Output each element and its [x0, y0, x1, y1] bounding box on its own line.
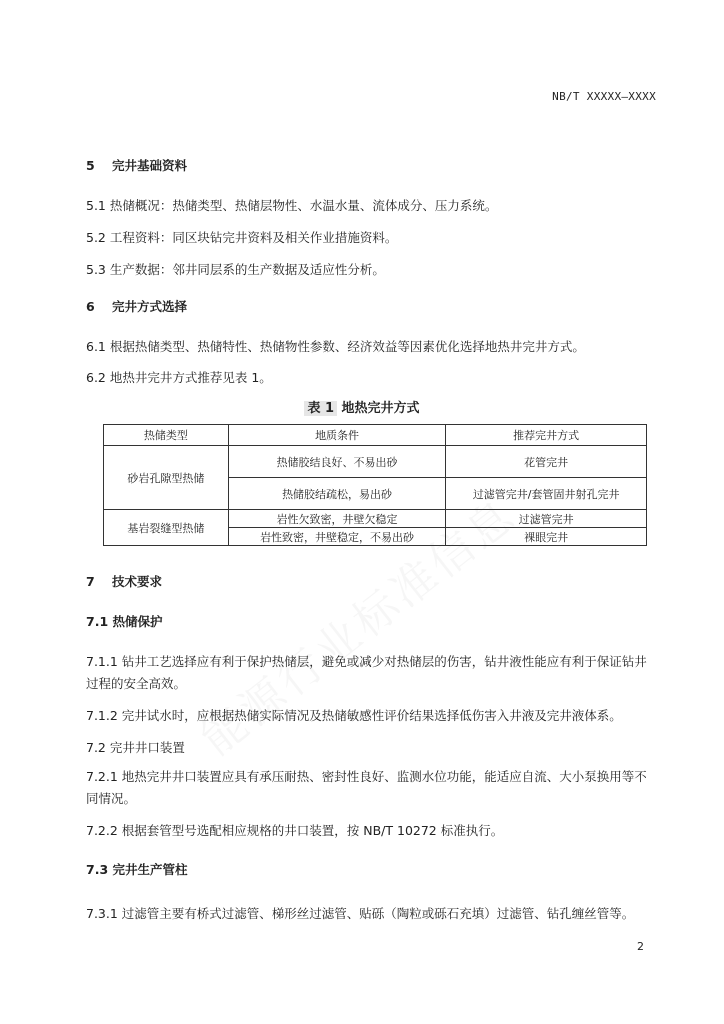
paragraph-7-2-1: 7.2.1 地热完井井口装置应具有承压耐热、密封性良好、监测水位功能，能适应自流、大小泵换用等不同情况。	[86, 769, 647, 806]
method-cell: 裸眼完井	[446, 528, 647, 546]
section-7-number: 7	[86, 574, 95, 589]
paragraph-7-2-2: 7.2.2 根据套管型号选配相应规格的井口装置，按 NB/T 10272 标准执行。	[86, 823, 504, 838]
condition-cell: 岩性致密，井壁稳定，不易出砂	[228, 528, 446, 546]
subsection-7-3-heading: 7.3 完井生产管柱	[86, 862, 188, 877]
section-6-heading	[86, 297, 187, 315]
subsection-7-2-heading: 7.2 完井井口装置	[86, 740, 185, 755]
paragraph-5-1: 5.1 热储概况：热储类型、热储层物性、水温水量、流体成分、压力系统。	[86, 198, 498, 213]
table-title: 地热完井方式	[341, 401, 420, 416]
section-7-title: 技术要求	[112, 574, 163, 589]
table-number: 表 1	[304, 401, 337, 416]
page-number: 2	[637, 940, 644, 953]
paragraph-7-1-2: 7.1.2 完井试水时，应根据热储实际情况及热储敏感性评价结果选择低伤害入井液及完井液体系。	[86, 708, 622, 723]
section-6-title: 完井方式选择	[112, 299, 188, 314]
table-caption	[0, 397, 724, 416]
condition-cell: 热储胶结良好、不易出砂	[228, 446, 446, 478]
paragraph-6-2: 6.2 地热井完井方式推荐见表 1。	[86, 370, 272, 385]
table-header-row	[104, 425, 647, 446]
section-5-heading	[86, 156, 187, 174]
paragraph-6-1: 6.1 根据热储类型、热储特性、热储物性参数、经济效益等因素优化选择地热井完井方式。	[86, 339, 585, 354]
paragraph-5-2: 5.2 工程资料：同区块钻完井资料及相关作业措施资料。	[86, 230, 398, 245]
method-cell: 过滤管完井/套管固井射孔完井	[446, 478, 647, 510]
section-6-number: 6	[86, 299, 95, 314]
reservoir-type-cell: 基岩裂缝型热储	[104, 510, 229, 546]
method-cell: 花管完井	[446, 446, 647, 478]
section-7-heading	[86, 572, 162, 590]
section-5-title: 完井基础资料	[112, 158, 188, 173]
header-geologic-condition: 地质条件	[228, 425, 446, 446]
reservoir-type-cell: 砂岩孔隙型热储	[104, 446, 229, 510]
method-cell: 过滤管完井	[446, 510, 647, 528]
condition-cell: 岩性欠致密，井壁欠稳定	[228, 510, 446, 528]
table-row	[104, 510, 647, 528]
document-code: NB/T XXXXX—XXXX	[552, 90, 656, 103]
paragraph-7-1-1: 7.1.1 钻井工艺选择应有利于保护热储层，避免或减少对热储层的伤害，钻井液性能应有利于保证钻井过程的安全高效。	[86, 654, 647, 691]
condition-cell: 热储胶结疏松，易出砂	[228, 478, 446, 510]
header-recommended-method: 推荐完井方式	[446, 425, 647, 446]
header-reservoir-type: 热储类型	[104, 425, 229, 446]
table-row	[104, 446, 647, 478]
subsection-7-1-heading: 7.1 热储保护	[86, 614, 163, 629]
paragraph-5-3: 5.3 生产数据：邻井同层系的生产数据及适应性分析。	[86, 262, 385, 277]
section-5-number: 5	[86, 158, 95, 173]
paragraph-7-3-1: 7.3.1 过滤管主要有桥式过滤管、梯形丝过滤管、贴砾（陶粒或砾石充填）过滤管、钻孔缠丝管等。	[86, 906, 635, 921]
completion-method-table	[103, 424, 647, 546]
